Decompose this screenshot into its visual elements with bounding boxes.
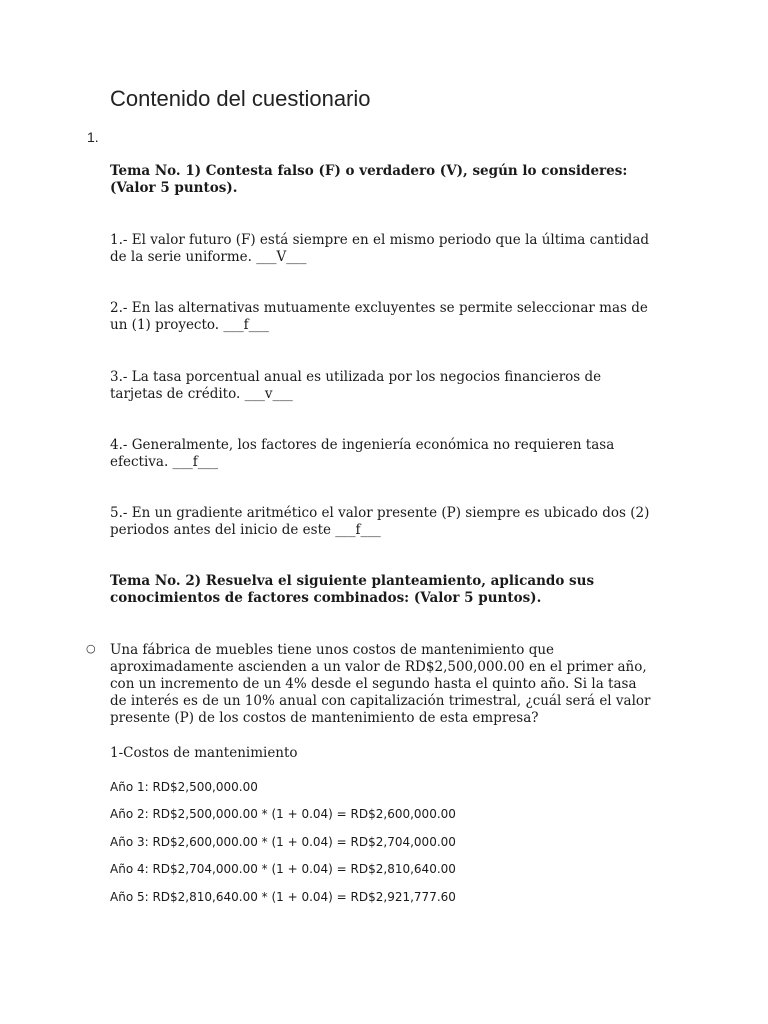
- year-line-5: Año 5: RD$2,810,640.00 * (1 + 0.04) = RD$2,921,777.60: [110, 890, 456, 904]
- section-label: 1-Costos de mantenimiento: [110, 745, 298, 761]
- tema1-item-5: 5.- En un gradiente aritmético el valor presente (P) siempre es ubicado dos (2) periodos antes del inicio de este ___f___: [110, 505, 650, 538]
- tema1-item-4: 4.- Generalmente, los factores de ingeniería económica no requieren tasa efectiva. ___f___: [110, 437, 615, 470]
- question-number: 1.: [87, 129, 99, 145]
- tema1-heading: Tema No. 1) Contesta falso (F) o verdadero (V), según lo consideres: (Valor 5 puntos).: [110, 163, 628, 196]
- tema2-heading: Tema No. 2) Resuelva el siguiente planteamiento, aplicando sus conocimientos de factores combinados: (Valor 5 puntos).: [110, 573, 595, 606]
- tema1-item-1: 1.- El valor futuro (F) está siempre en el mismo periodo que la última cantidad de la serie uniforme. ___V___: [110, 232, 650, 265]
- year-line-1: Año 1: RD$2,500,000.00: [110, 780, 258, 794]
- year-line-2: Año 2: RD$2,500,000.00 * (1 + 0.04) = RD$2,600,000.00: [110, 807, 456, 821]
- year-line-3: Año 3: RD$2,600,000.00 * (1 + 0.04) = RD$2,704,000.00: [110, 835, 456, 849]
- page-title: Contenido del cuestionario: [110, 86, 371, 111]
- problem-statement: Una fábrica de muebles tiene unos costos de mantenimiento que aproximadamente ascienden a un valor de RD$2,500,000.00 en el primer año, con un incremento de un 4% desde el segundo hasta el quinto año. Si la tasa de interés es de un 10% anual con capitalización trimestral, ¿cuál será el valor presente (P) de los costos de mantenimiento de esta empresa?: [110, 642, 651, 726]
- tema1-item-3: 3.- La tasa porcentual anual es utilizada por los negocios financieros de tarjetas de crédito. ___v___: [110, 369, 602, 402]
- tema1-item-2: 2.- En las alternativas mutuamente excluyentes se permite seleccionar mas de un (1) proyecto. ___f___: [110, 300, 648, 333]
- bullet-marker: ○: [86, 642, 96, 655]
- year-line-4: Año 4: RD$2,704,000.00 * (1 + 0.04) = RD$2,810,640.00: [110, 862, 456, 876]
